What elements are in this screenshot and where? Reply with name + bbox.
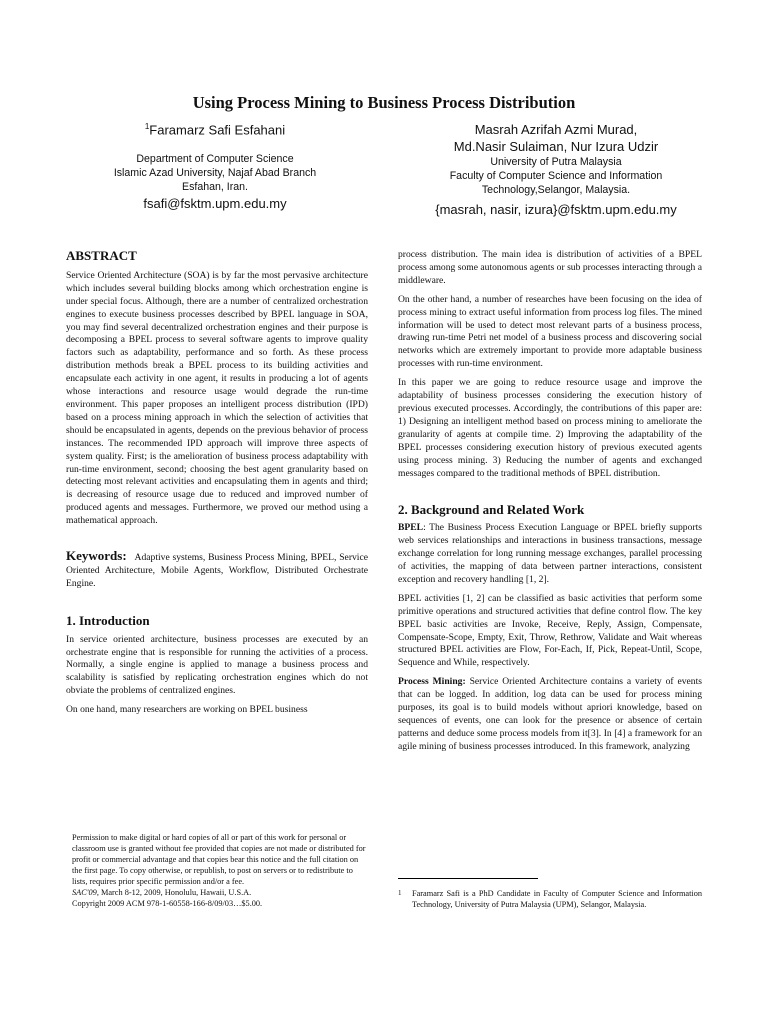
author-1-sup: 1 — [144, 122, 150, 131]
footnote — [398, 888, 702, 910]
author-block-1 — [62, 118, 368, 213]
author-2-aff-1: University of Putra Malaysia — [490, 156, 622, 168]
bpel-activities-paragraph: BPEL activities [1, 2] can be classified as basic activities that perform some primitive operations and structured activities that define control flow. The key BPEL basic activities are Invoke, Receive, Reply, Assign, Compensate, Compensate-Scope, Empty, Exit, Throw, Rethrow, Validate and Wait whereas structured BPEL activities are Flow, For-Each, If, Pick, Repeat-Until, Scope, Sequence and While, respectively. — [398, 592, 702, 669]
author-2-aff-2: Faculty of Computer Science and Information — [449, 170, 663, 182]
author-1-aff-2: Islamic Azad University, Najaf Abad Branch — [113, 167, 317, 180]
permission-text: Permission to make digital or hard copies of all or part of this work for personal or classroom use is granted without fee provided that copies are not made or distributed for profit or commercial advantage and that copies bear this notice and the full citation on the first page. To copy otherwise, or republish, to post on servers or to redistribute to lists, requires prior specific permission and/or a fee. — [72, 833, 366, 886]
author-block-2 — [398, 121, 714, 219]
abstract-heading: ABSTRACT — [66, 248, 137, 263]
footnote-rule — [398, 878, 538, 879]
author-2-aff-3: Technology,Selangor, Malaysia. — [481, 184, 631, 196]
conference-line: SAC'09, March 8-12, 2009, Honolulu, Hawaii, U.S.A. — [72, 888, 252, 897]
intro-heading: 1. Introduction — [66, 612, 150, 628]
bpel-paragraph: BPEL: The Business Process Execution Language or BPEL briefly supports web services relationships and interactions in business transactions, message exchange correlation for long running message exchanges, parallel processing of activities, the mapping of data between partner interactions, consistent exception and recovery handling [1, 2]. — [398, 522, 702, 585]
right-paragraph-2: On the other hand, a number of researches have been focusing on the idea of process mining to extract useful information from process log files. The mined information will be used to detect most relevant parts of a business process, drawing run-time Petri net model of a business process and discovering social networks which are extremely important to provide more adaptable business processes with run-time environment. — [398, 293, 702, 370]
paper-title: Using Process Mining to Business Process Distribution — [192, 93, 576, 112]
author-2-names-2: Md.Nasir Sulaiman, Nur Izura Udzir — [453, 139, 659, 154]
right-paragraph-3: In this paper we are going to reduce resource usage and improve the adaptability of business processes considering the execution history of previous executed processes. Accordingly, the contributions of this paper are: 1) Designing an intelligent method based on process mining to ameliorate the granularity of agents at compile time. 2) Improving the adaptability of the BPEL processes considering execution history of previous executed agents using process mining. 3) Reducing the number of agents and exchanged messages compared to the traditional methods of BPEL distribution. — [398, 377, 702, 479]
keywords-label: Keywords: — [66, 548, 127, 564]
process-mining-paragraph: Process Mining: Service Oriented Architecture contains a variety of events that can be logged. In addition, log data can be used for process mining purposes, its goal is to build models without apriori knowledge, based on sequences of events, one can look for the presence or absence of certain patterns and deduce some process models from it[3]. In [4] a framework for an agile mining of business processes introduced. In this framework, analyzing — [398, 676, 702, 752]
background-heading: 2. Background and Related Work — [398, 502, 585, 518]
author-1-aff-1: Department of Computer Science — [136, 153, 294, 166]
copyright-line: Copyright 2009 ACM 978-1-60558-166-8/09/03…$5.00. — [72, 899, 263, 908]
intro-paragraph-2: On one hand, many researchers are working on BPEL business — [66, 704, 308, 716]
permission-block — [72, 832, 366, 909]
keywords-text: Adaptive systems, Business Process Mining, BPEL, Service Oriented Architecture, Mobile Agents, Workflow, Distributed Orchestrate Engine. — [66, 552, 368, 589]
author-2-email: {masrah, nasir, izura}@fsktm.upm.edu.my — [435, 202, 677, 217]
author-1-aff-3: Esfahan, Iran. — [182, 181, 248, 194]
intro-paragraph-1: In service oriented architecture, business processes are executed by an orchestrate engine that is responsible for running the activities of a process. Normally, a single engine is applied to manage a business process and scalability is satisfied by replicating orchestration engines which do not obviate the problems of centralized engines. — [66, 633, 368, 697]
author-1-email: fsafi@fsktm.upm.edu.my — [143, 196, 287, 212]
right-column — [398, 249, 702, 760]
author-1-name: $^1$Faramarz Safi Esfahani — [144, 122, 286, 138]
author-2-names-1: Masrah Azrifah Azmi Murad, — [474, 122, 638, 137]
keywords-para — [66, 550, 368, 591]
abstract-text: Service Oriented Architecture (SOA) is by far the most pervasive architecture which includes several building blocks among which orchestration engine is under special focus. Although, there are a number of centralized orchestration engines to execute business processes described by BPEL language in SOA, you may find several decentralized orchestration engines and their purpose is decomposing a BPEL process to several software agents to improve quality factors such as adaptability, performance and so forth. As these process distribution methods break a BPEL process to its building activities and encapsulate each activity in one agent, it results in producing a lot of agents whose interactions and resource usage would degrade the run-time environment. This paper proposes an intelligent process distribution (IPD) based on a process mining approach in which the selection of activities that should be encapsulated in agents, depends on the previous behavior of process instances. The recommended IPD approach will improve three aspects of system quality. First; is the amelioration of business process adaptability with run-time environment, second; choosing the best agent granularity based on detecting most relevant activities and encapsulating them in agents and third; is decreasing of resource usage due to reduced and improved number of produced agents and messages. Furthermore, we proved our method using a mathematical approach. — [66, 269, 368, 527]
left-column — [66, 250, 368, 723]
right-paragraph-1: process distribution. The main idea is distribution of activities of a BPEL process among some autonomous agents or sub processes interacting through a middleware. — [398, 249, 702, 286]
footnote-text: Faramarz Safi is a PhD Candidate in Faculty of Computer Science and Information Technology, University of Putra Malaysia (UPM), Selangor, Malaysia. — [412, 889, 702, 909]
footnote-mark: 1 — [398, 889, 402, 897]
